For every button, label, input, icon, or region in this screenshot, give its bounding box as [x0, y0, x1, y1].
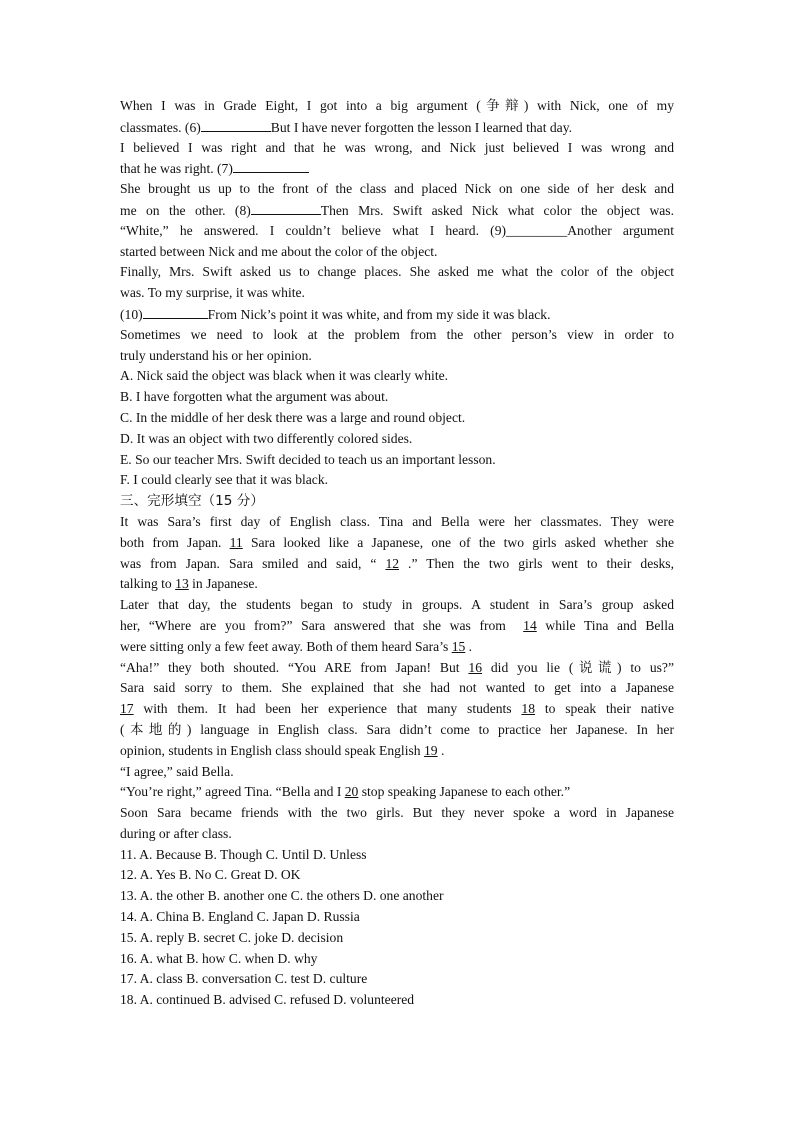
passage-2-line: Sara said sorry to them. She explained that she had not wanted to get into a Japanese	[120, 680, 674, 696]
question-item: 15. A. reply B. secret C. joke D. decision	[120, 929, 344, 945]
question-item: 14. A. China B. England C. Japan D. Russia	[120, 909, 360, 925]
line-text: to speak their native	[535, 701, 674, 717]
passage-2	[120, 512, 674, 845]
line-text: Then Mrs. Swift asked Nick what color the object was.	[320, 202, 674, 218]
passage-2-line: “I agree,” said Bella.	[120, 763, 234, 779]
question-item: 11. A. Because B. Though C. Until D. Unless	[120, 846, 367, 862]
line-text: her, “Where are you from?” Sara answered that she was from	[120, 617, 524, 633]
question-list	[120, 845, 674, 1011]
line-text: did you lie (说谎) to us?”	[482, 659, 674, 675]
line-text: stop speaking Japanese to each other.”	[358, 784, 571, 800]
line-text: .	[465, 638, 473, 654]
line-text: were sitting only a few feet away. Both of them heard Sara’s	[120, 638, 452, 654]
passage-2-line: during or after class.	[120, 825, 232, 841]
line-text: opinion, students in English class should speak English	[120, 742, 424, 758]
option-item: B. I have forgotten what the argument was about.	[120, 389, 389, 405]
passage-1-line	[120, 158, 674, 179]
blank-number: 14	[523, 617, 537, 633]
line-text: But I have never forgotten the lesson I learned that day.	[270, 119, 573, 135]
line-text: .” Then the two girls went to their desks,	[399, 555, 674, 571]
blank-number: 15	[451, 638, 466, 654]
passage-1-line: started between Nick and me about the color of the object.	[120, 243, 438, 259]
passage-2-line	[120, 782, 674, 803]
passage-1-line: truly understand his or her opinion.	[120, 347, 312, 363]
blank-number: 20	[344, 784, 359, 800]
passage-1-line	[120, 304, 674, 325]
passage-2-line	[120, 658, 674, 679]
answer-blank-8[interactable]	[251, 200, 321, 215]
passage-2-line	[120, 637, 674, 658]
blank-number: 13	[175, 576, 189, 592]
sentence-options	[120, 366, 674, 491]
line-text: “Aha!” they both shouted. “You ARE from Japan! But	[120, 659, 469, 675]
passage-1	[120, 96, 674, 366]
passage-2-line: It was Sara’s first day of English class. Tina and Bella were her classmates. They were	[120, 513, 674, 529]
line-text: both from Japan.	[120, 534, 230, 550]
passage-1-line	[120, 117, 674, 138]
line-text: in Japanese.	[188, 576, 258, 592]
answer-blank-6[interactable]	[201, 117, 271, 132]
line-text: classmates. (6)	[120, 119, 201, 135]
passage-1-line: “White,” he answered. I couldn’t believe what I heard. (9)_________Another argument	[120, 222, 674, 238]
question-item: 13. A. the other B. another one C. the others D. one another	[120, 888, 444, 904]
passage-2-line	[120, 574, 674, 595]
line-text: while Tina and Bella	[536, 617, 675, 633]
line-text: me on the other. (8)	[120, 202, 251, 218]
passage-2-line	[120, 741, 674, 762]
line-text: From Nick’s point it was white, and from my side it was black.	[207, 306, 551, 322]
passage-1-line: When I was in Grade Eight, I got into a big argument (争辩) with Nick, one of my	[120, 98, 674, 113]
passage-1-line: was. To my surprise, it was white.	[120, 285, 305, 301]
line-text: was from Japan. Sara smiled and said, “	[120, 555, 386, 571]
answer-blank-10[interactable]	[143, 304, 208, 319]
line-text: Sara looked like a Japanese, one of the two girls asked whether she	[242, 534, 674, 550]
blank-number: 16	[468, 659, 483, 675]
passage-2-line	[120, 533, 674, 554]
passage-1-line	[120, 200, 674, 221]
passage-1-line: I believed I was right and that he was wrong, and Nick just believed I was wrong and	[120, 139, 674, 155]
line-text: .	[437, 742, 445, 758]
line-text: talking to	[120, 576, 176, 592]
blank-number: 12	[385, 555, 400, 571]
passage-1-line: Sometimes we need to look at the problem from the other person’s view in order to	[120, 326, 674, 342]
option-item: E. So our teacher Mrs. Swift decided to teach us an important lesson.	[120, 451, 496, 467]
blank-number: 17	[120, 701, 134, 717]
worksheet-page	[120, 96, 674, 1011]
passage-1-line: She brought us up to the front of the class and placed Nick on one side of her desk and	[120, 181, 674, 197]
blank-number: 11	[229, 534, 243, 550]
option-item: C. In the middle of her desk there was a large and round object.	[120, 409, 466, 425]
passage-2-line: (本地的) language in English class. Sara didn’t come to practice her Japanese. In her	[120, 721, 674, 737]
passage-2-line	[120, 616, 674, 637]
option-item: D. It was an object with two differently colored sides.	[120, 430, 413, 446]
question-item: 16. A. what B. how C. when D. why	[120, 950, 318, 966]
line-text: with them. It had been her experience that many students	[133, 701, 522, 717]
section-heading: 三、完形填空（15 分）	[120, 493, 264, 510]
line-text: “You’re right,” agreed Tina. “Bella and I	[120, 784, 345, 800]
question-item: 17. A. class B. conversation C. test D. culture	[120, 971, 368, 987]
passage-2-line	[120, 699, 674, 720]
question-item: 18. A. continued B. advised C. refused D. volunteered	[120, 992, 415, 1008]
passage-1-line: Finally, Mrs. Swift asked us to change places. She asked me what the color of the object	[120, 264, 674, 280]
answer-blank-7[interactable]	[233, 158, 309, 173]
passage-2-line	[120, 554, 674, 575]
question-item: 12. A. Yes B. No C. Great D. OK	[120, 867, 301, 883]
line-text: that he was right. (7)	[120, 161, 233, 177]
option-item: A. Nick said the object was black when it was clearly white.	[120, 368, 449, 384]
passage-2-line: Later that day, the students began to study in groups. A student in Sara’s group asked	[120, 597, 674, 613]
line-text: (10)	[120, 306, 143, 322]
blank-number: 19	[423, 742, 438, 758]
option-item: F. I could clearly see that it was black.	[120, 472, 329, 488]
blank-number: 18	[521, 701, 536, 717]
passage-2-line: Soon Sara became friends with the two girls. But they never spoke a word in Japanese	[120, 805, 674, 821]
